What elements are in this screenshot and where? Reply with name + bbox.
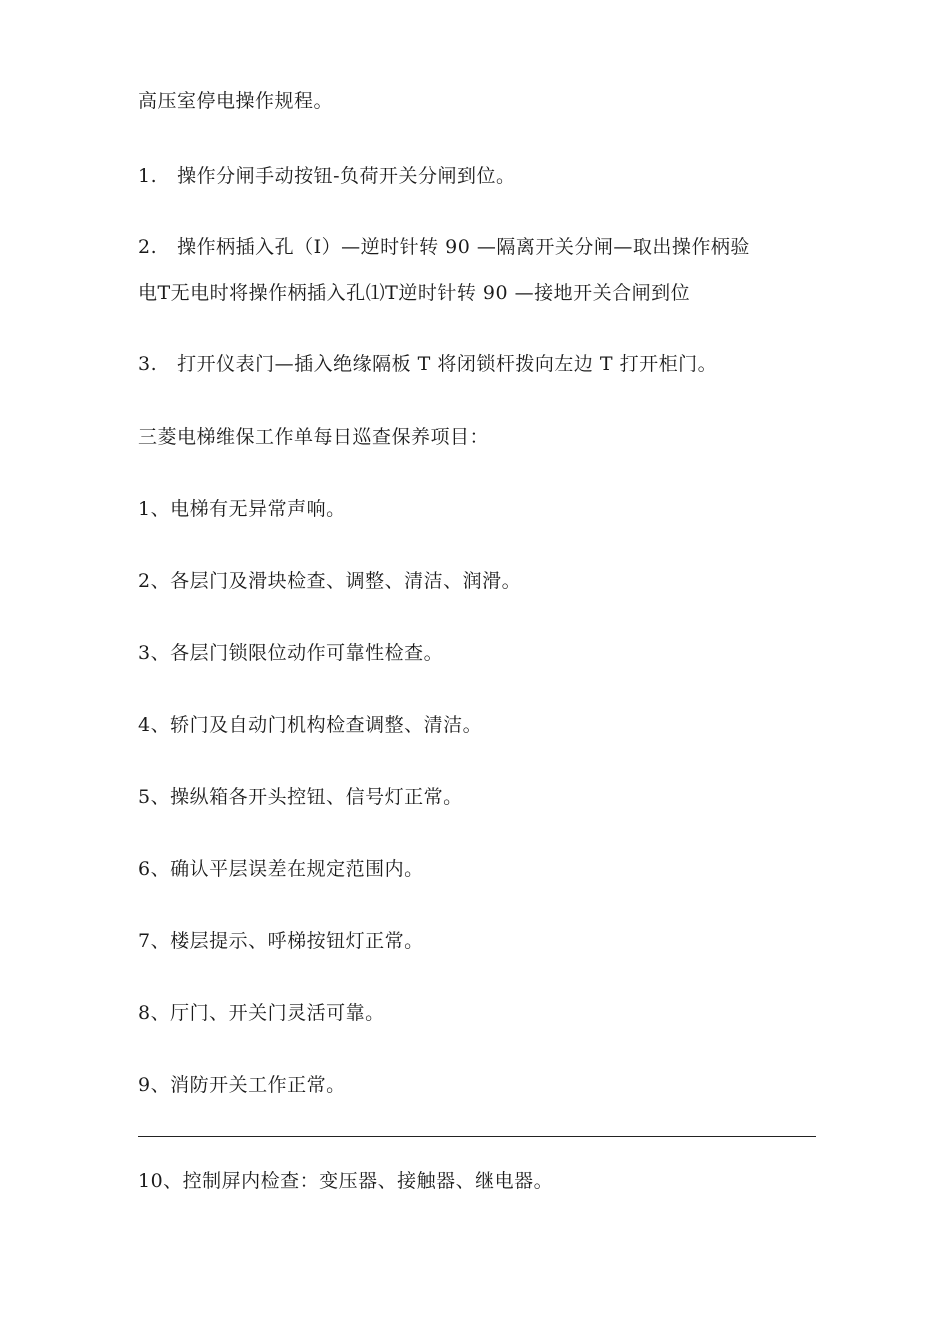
step-text: 操作分闸手动按钮-负荷开关分闸到位。 [177, 165, 516, 187]
step-text: 操作柄插入孔（I）—逆时针转 90 —隔离开关分闸—取出操作柄验 [177, 236, 750, 258]
checklist-heading: 三菱电梯维保工作单每日巡查保养项目： [138, 426, 490, 448]
checklist-item: 3、各层门锁限位动作可靠性检查。 [138, 642, 444, 664]
checklist-item: 7、楼层提示、呼梯按钮灯正常。 [138, 930, 424, 952]
step-number: 1. [138, 165, 158, 187]
step-text: 打开仪表门—插入绝缘隔板 T 将闭锁杆拨向左边 T 打开柜门。 [177, 353, 718, 375]
procedure-step-3 [138, 352, 717, 376]
checklist-item: 8、厅门、开关门灵活可靠。 [138, 1002, 385, 1024]
checklist-item: 2、各层门及滑块检查、调整、清洁、润滑。 [138, 570, 522, 592]
checklist-item: 10、控制屏内检查：变压器、接触器、继电器。 [138, 1170, 554, 1192]
horizontal-divider [138, 1136, 816, 1137]
checklist-item: 5、操纵箱各开头控钮、信号灯正常。 [138, 786, 463, 808]
checklist-item: 6、确认平层误差在规定范围内。 [138, 858, 424, 880]
procedure-step-2 [138, 235, 750, 259]
checklist-item: 1、电梯有无异常声响。 [138, 498, 346, 520]
procedure-step-2-continuation: 电T无电时将操作柄插入孔⑴T逆时针转 90 —接地开关合闸到位 [138, 282, 691, 304]
procedure-step-1 [138, 164, 516, 188]
checklist-item: 4、轿门及自动门机构检查调整、清洁。 [138, 714, 483, 736]
document-heading: 高压室停电操作规程。 [138, 90, 334, 112]
step-number: 2. [138, 236, 158, 258]
step-number: 3. [138, 353, 158, 375]
checklist-item: 9、消防开关工作正常。 [138, 1074, 346, 1096]
